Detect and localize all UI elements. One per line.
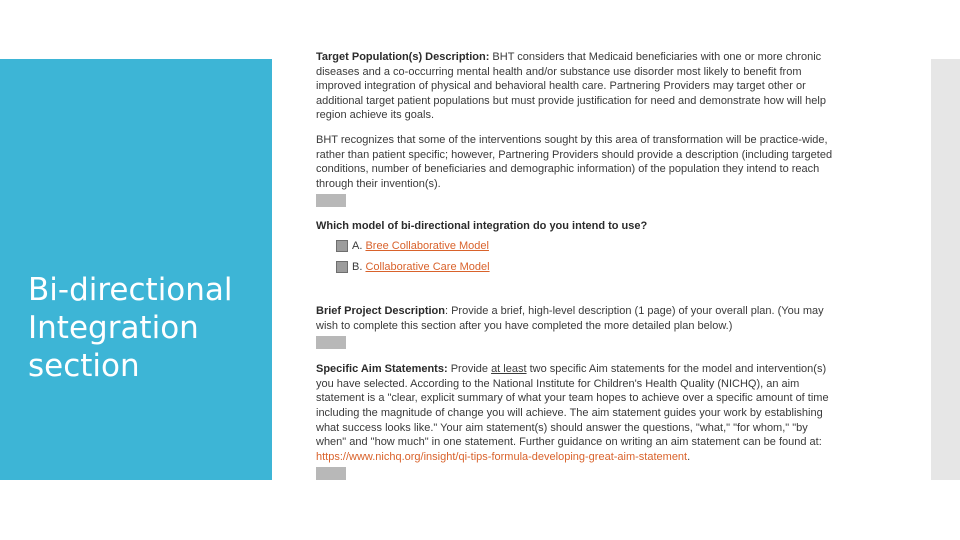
collaborative-care-link[interactable]: Collaborative Care Model <box>365 261 490 274</box>
aim-statements-label: Specific Aim Statements: <box>316 363 448 376</box>
aim-pre-text: Provide <box>447 363 492 376</box>
checkbox-bree[interactable] <box>336 240 348 252</box>
brief-description-text: : Provide a brief, high-level description (1 page) of your overall plan. (You may wish to complete this section after you have completed the more detailed plan below.) <box>316 304 824 332</box>
option-a-prefix: A. <box>352 240 363 253</box>
option-b-prefix: B. <box>352 261 363 274</box>
target-population-text: BHT considers that Medicaid beneficiaries with one or more chronic diseases and a co-occurring mental health and/or substance use disorder most likely to benefit from improved integration of physical and behavioral health care. Partnering Providers may target other or additional target patient populations but must provide justification for need and demonstrate how will help region achieve its goals. <box>316 51 826 122</box>
target-population-paragraph <box>316 50 836 123</box>
nichq-link[interactable]: https://www.nichq.org/insight/qi-tips-formula-developing-great-aim-statement <box>316 450 688 463</box>
brief-description-paragraph <box>316 304 836 333</box>
document-excerpt <box>316 50 836 480</box>
model-question: Which model of bi-directional integration do you intend to use? <box>316 220 648 233</box>
response-field-1[interactable] <box>316 194 346 207</box>
aim-body-text: two specific Aim statements for the model and intervention(s) you have selected. According to the National Institute for Children's Health Quality (NICHQ), an aim statement is a "clear, explicit summary of what your team hopes to achieve over a specific amount of time including the magnitude of change you will achieve. The aim statement guides your work by establishing what success looks like." Your aim statement(s) should answer the questions, "what," "for whom," "by when" and "how much" in one statement. Further guidance on writing an aim statement can be found at: <box>316 363 829 449</box>
response-field-3[interactable] <box>316 467 346 480</box>
recognizes-paragraph: BHT recognizes that some of the interventions sought by this area of transformation will be practice-wide, rather than patient specific; however, Partnering Providers should provide a description (including targeted conditions, number of beneficiaries and demographic information) of the population they intend to reach through their invention(s). <box>316 133 833 190</box>
at-least-text: at least <box>491 363 527 376</box>
brief-description-label: Brief Project Description <box>316 304 445 317</box>
aim-end-text: . <box>687 450 691 463</box>
title-panel <box>0 59 272 480</box>
target-population-label: Target Population(s) Description: <box>316 51 490 63</box>
slide-title: Bi-directional Integration section <box>28 272 233 384</box>
option-bree[interactable] <box>336 236 836 257</box>
checkbox-collaborative-care[interactable] <box>336 261 348 273</box>
option-collaborative-care[interactable] <box>336 257 836 278</box>
scrollbar-track[interactable] <box>931 59 960 480</box>
response-field-2[interactable] <box>316 336 346 349</box>
aim-statements-paragraph <box>316 362 836 464</box>
bree-model-link[interactable]: Bree Collaborative Model <box>365 240 489 253</box>
